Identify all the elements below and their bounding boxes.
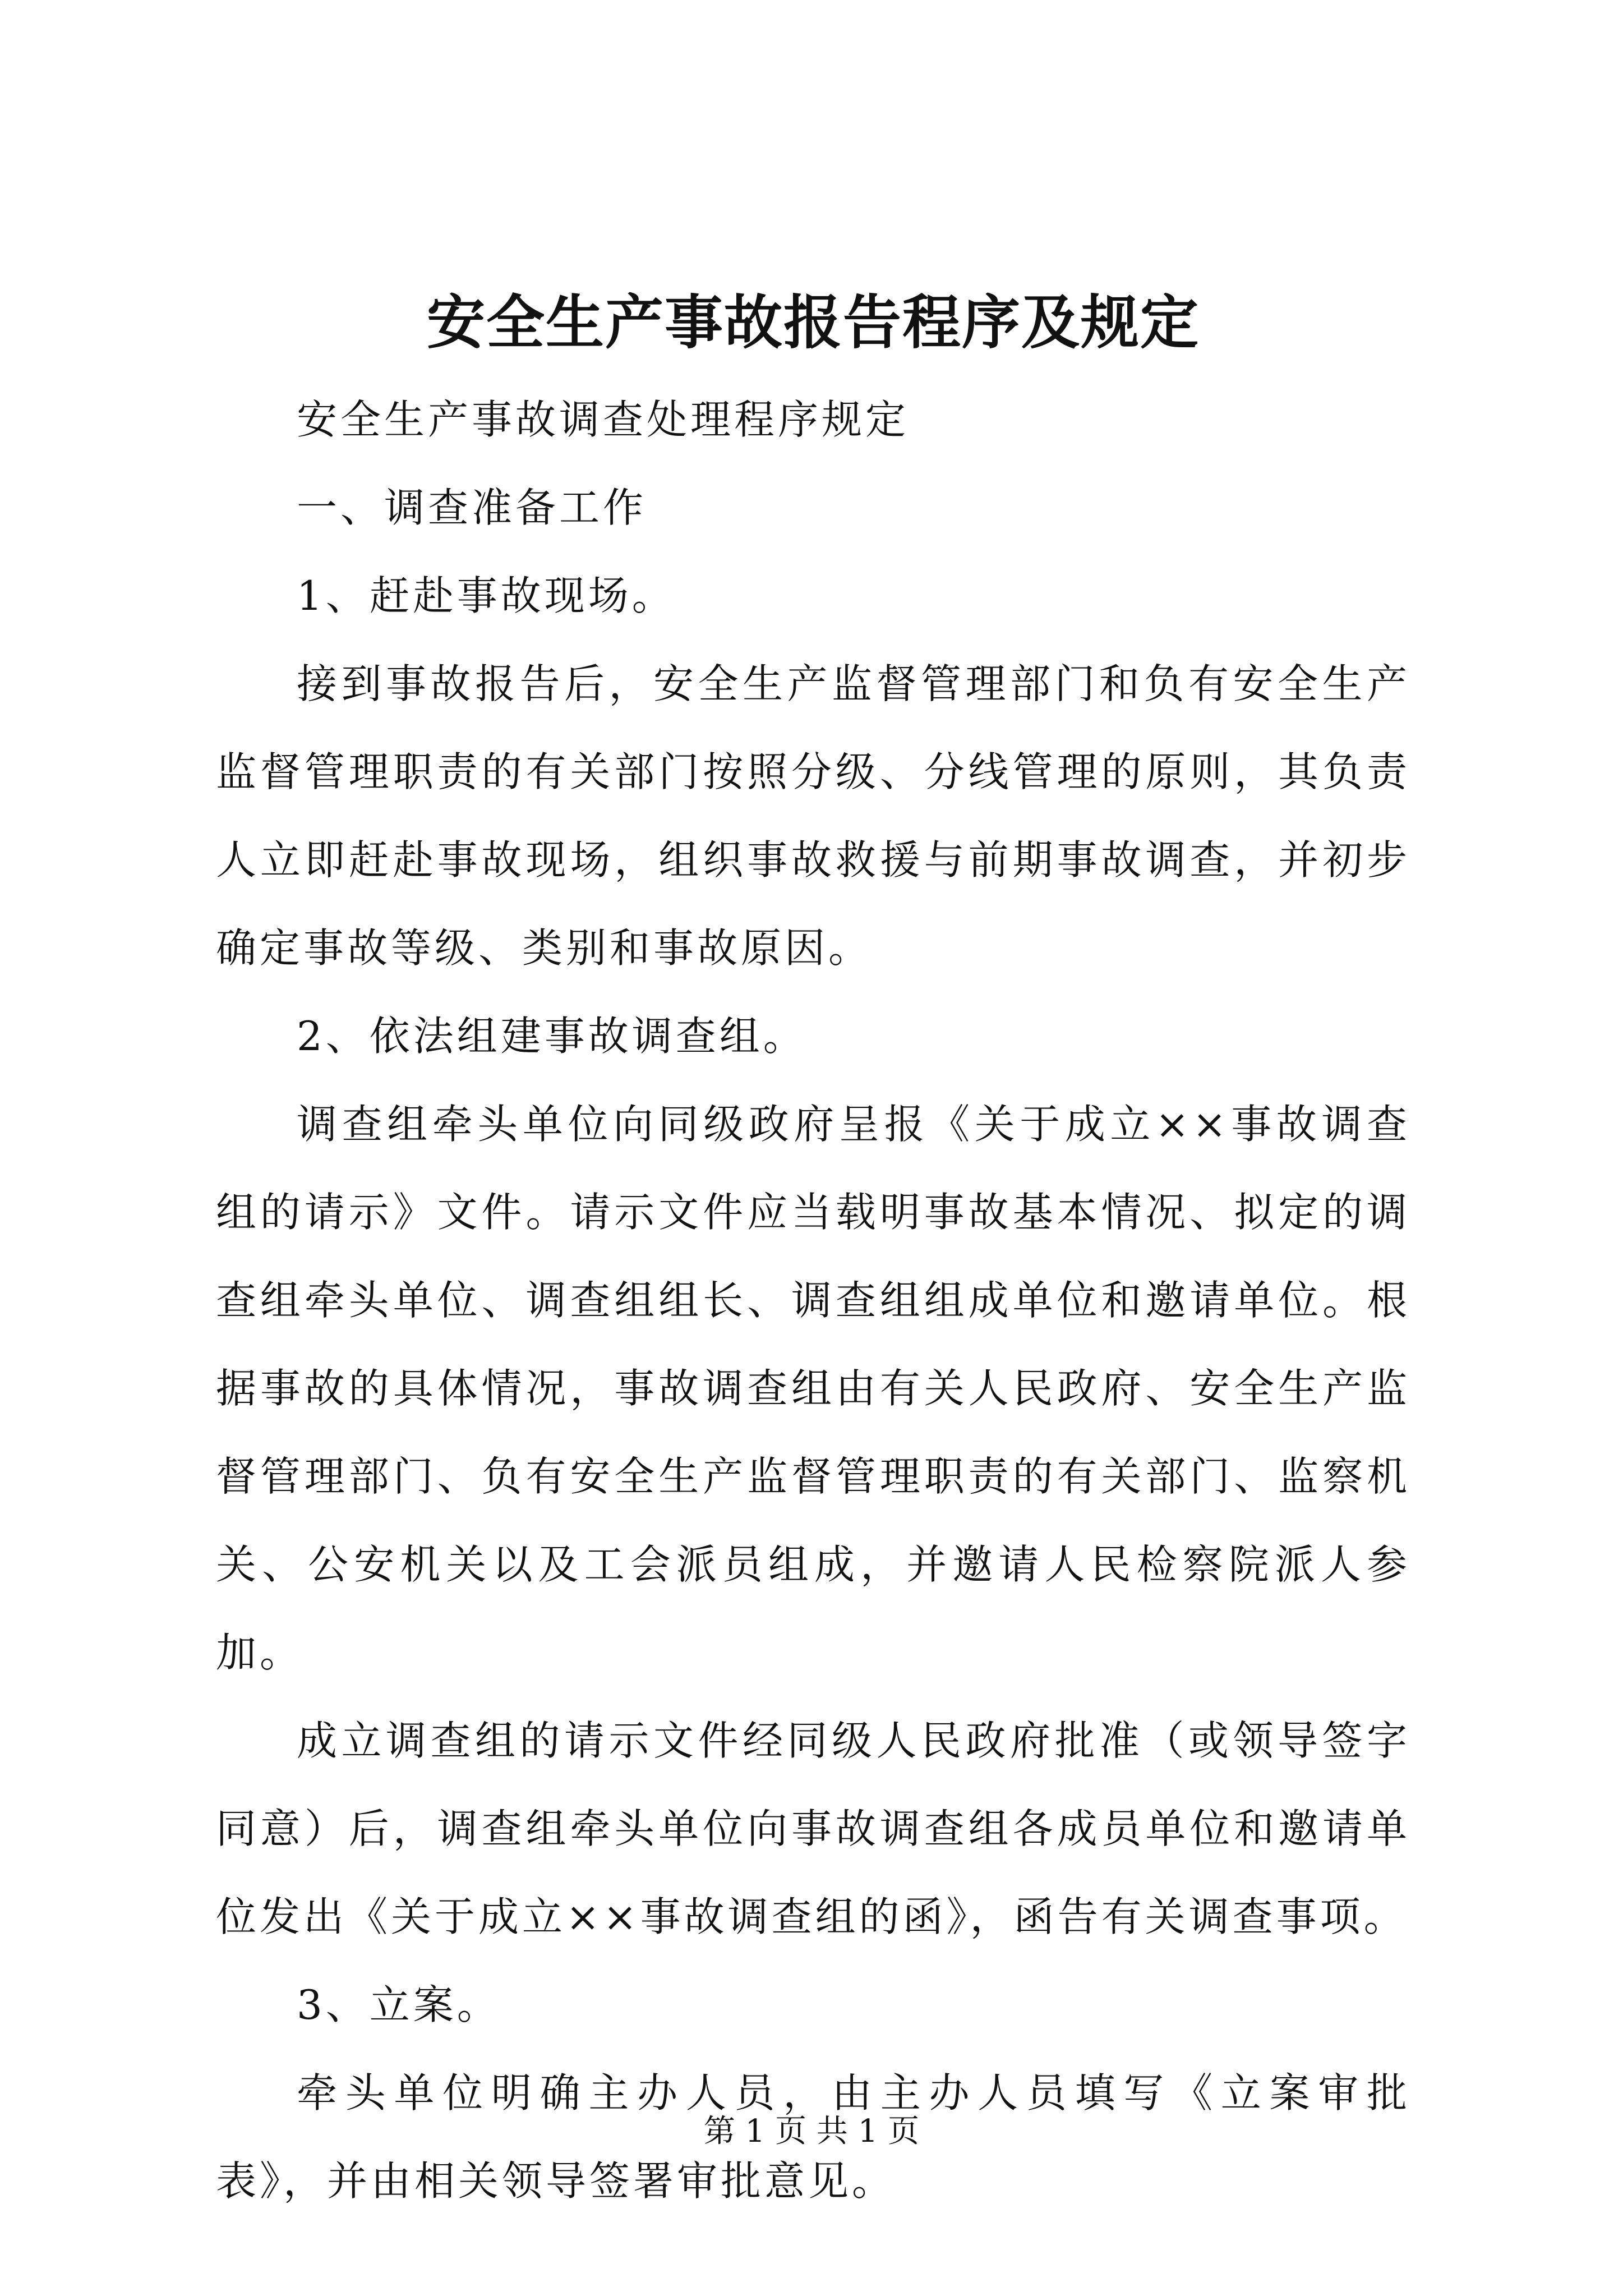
paragraph-step-2-body: 调查组牵头单位向同级政府呈报《关于成立××事故调查组的请示》文件。请示文件应当载明事故基本情况、拟定的调查组牵头单位、调查组组长、调查组组成单位和邀请单位。根据事故的具体情况，事故调查组由有关人民政府、安全生产监督管理部门、负有安全生产监督管理职责的有关部门、监察机关、公安机关以及工会派员组成，并邀请人民检察院派人参加。	[216, 1101, 1410, 1676]
paragraph-subtitle: 安全生产事故调查处理程序规定	[297, 396, 910, 443]
page-footer: 第 1 页 共 1 页	[703, 2113, 920, 2150]
paragraph-step-2-heading: 2、依法组建事故调查组。	[297, 1013, 807, 1060]
paragraph-step-3-heading: 3、立案。	[297, 1981, 501, 2028]
paragraph-step-3-body: 牵头单位明确主办人员，由主办人员填写《立案审批表》，并由相关领导签署审批意见。	[216, 2069, 1410, 2205]
paragraph-step-1-heading: 1、赶赴事故现场。	[297, 572, 676, 619]
paragraph-step-2-approval: 成立调查组的请示文件经同级人民政府批准（或领导签字同意）后，调查组牵头单位向事故调查组各成员单位和邀请单位发出《关于成立××事故调查组的函》，函告有关调查事项。	[216, 1717, 1410, 1940]
paragraph-step-1-body: 接到事故报告后，安全生产监督管理部门和负有安全生产监督管理职责的有关部门按照分级、分线管理的原则，其负责人立即赶赴事故现场，组织事故救援与前期事故调查，并初步确定事故等级、类别和事故原因。	[216, 660, 1410, 972]
document-title: 安全生产事故报告程序及规定	[426, 288, 1200, 357]
paragraph-section-heading: 一、调查准备工作	[297, 484, 647, 531]
document-content	[216, 280, 1410, 2225]
